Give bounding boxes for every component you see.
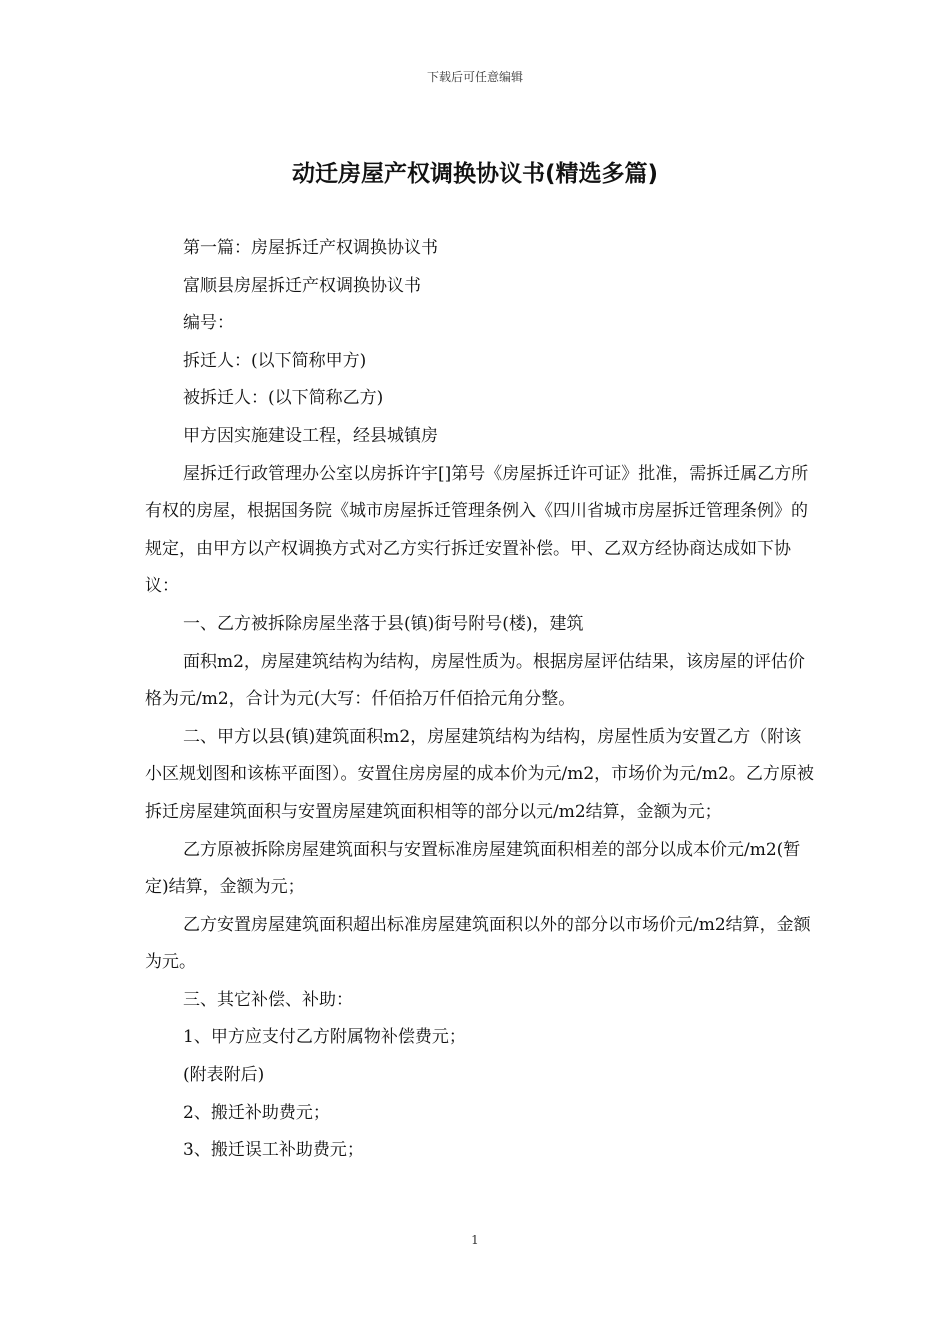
- paragraph: 第一篇：房屋拆迁产权调换协议书: [183, 238, 438, 258]
- paragraph: 面积m2，房屋建筑结构为结构，房屋性质为。根据房屋评估结果，该房屋的评估价格为元/m2，合计为元(大写：仟佰拾万仟佰拾元角分整。: [145, 651, 805, 710]
- paragraph: 编号：: [183, 313, 234, 334]
- paragraph: 1、甲方应支付乙方附属物补偿费元；: [183, 1027, 466, 1048]
- paragraph: 乙方原被拆除房屋建筑面积与安置标准房屋建筑面积相差的部分以成本价元/m2(暂定)结算，金额为元；: [145, 839, 801, 898]
- document-title: 动迁房屋产权调换协议书(精选多篇): [291, 161, 659, 187]
- paragraph: 被拆迁人：(以下简称乙方): [183, 388, 384, 409]
- paragraph: 屋拆迁行政管理办公室以房拆许宇[]第号《房屋拆迁许可证》批准，需拆迁属乙方所有权的房屋，根据国务院《城市房屋拆迁管理条例入《四川省城市房屋拆迁管理条例》的规定，由甲方以产权调换方式对乙方实行拆迁安置补偿。甲、乙双方经协商达成如下协议：: [145, 463, 809, 597]
- paragraph: 二、甲方以县(镇)建筑面积m2，房屋建筑结构为结构，房屋性质为安置乙方（附该小区规划图和该栋平面图）。安置住房房屋的成本价为元/m2，市场价为元/m2。乙方原被拆迁房屋建筑面积与安置房屋建筑面积相等的部分以元/m2结算，金额为元；: [145, 726, 814, 822]
- paragraph: 三、其它补偿、补助：: [183, 989, 353, 1010]
- paragraph: 3、搬迁误工补助费元；: [183, 1140, 364, 1161]
- paragraph: 甲方因实施建设工程，经县城镇房: [183, 425, 438, 446]
- document-body: [145, 230, 817, 1170]
- paragraph: 拆迁人：(以下简称甲方): [183, 350, 367, 371]
- paragraph: 2、搬迁补助费元；: [183, 1102, 330, 1123]
- page-number: 1: [471, 1233, 479, 1247]
- paragraph: 乙方安置房屋建筑面积超出标准房屋建筑面积以外的部分以市场价元/m2结算，金额为元。: [145, 914, 811, 973]
- paragraph: 富顺县房屋拆迁产权调换协议书: [183, 275, 421, 296]
- paragraph: 一、乙方被拆除房屋坐落于县(镇)街号附号(楼)，建筑: [183, 613, 584, 634]
- paragraph: (附表附后): [183, 1065, 265, 1086]
- header-note: 下载后可任意编辑: [426, 70, 523, 84]
